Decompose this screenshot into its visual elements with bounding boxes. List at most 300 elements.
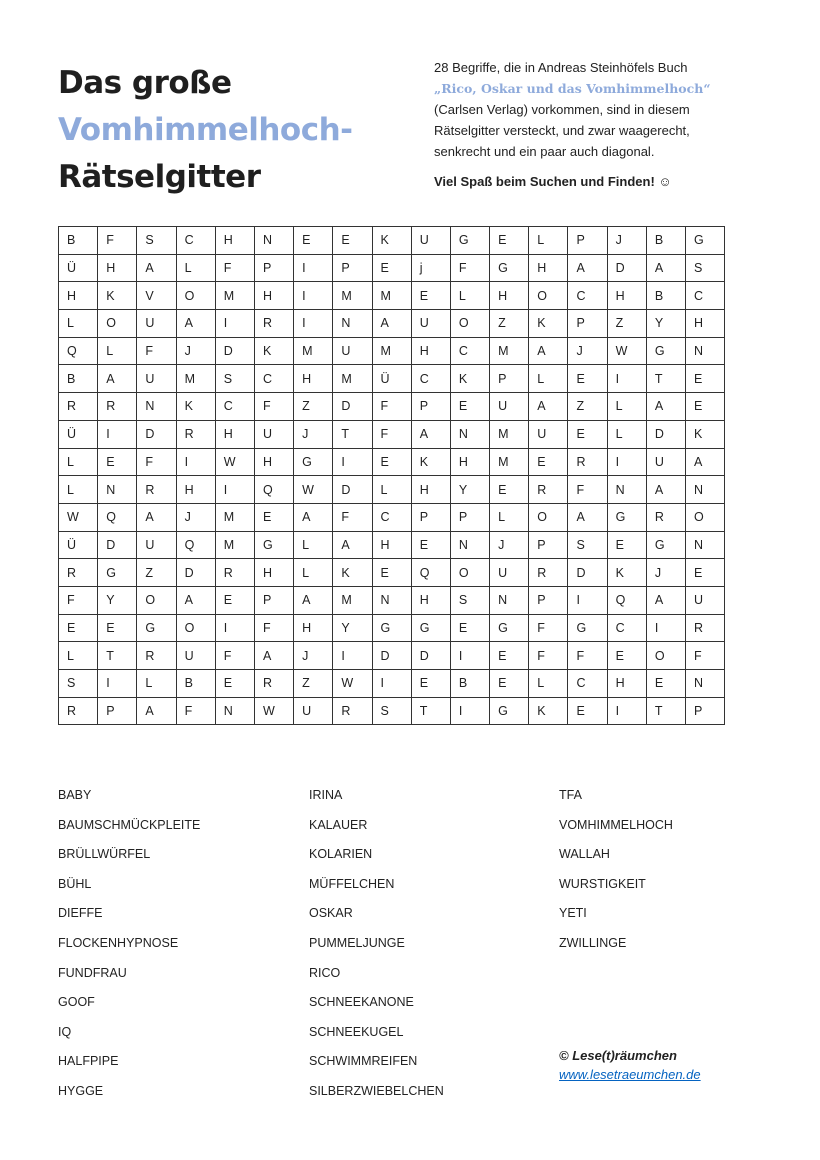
intro-line: 28 Begriffe, die in Andreas Steinhöfels Buch bbox=[434, 60, 688, 75]
word-list-item: OSKAR bbox=[309, 906, 353, 921]
grid-cell: I bbox=[607, 365, 646, 393]
grid-cell: G bbox=[607, 503, 646, 531]
book-title: „Rico, Oskar und das Vomhimmelhoch“ bbox=[434, 81, 711, 96]
word-list-item: GOOF bbox=[58, 995, 95, 1010]
grid-cell: F bbox=[59, 586, 98, 614]
grid-cell: E bbox=[411, 670, 450, 698]
grid-cell: V bbox=[137, 282, 176, 310]
grid-cell: H bbox=[411, 586, 450, 614]
grid-cell: C bbox=[215, 393, 254, 421]
grid-cell: Ü bbox=[59, 254, 98, 282]
grid-cell: H bbox=[98, 254, 137, 282]
grid-cell: E bbox=[607, 642, 646, 670]
grid-cell: P bbox=[254, 254, 293, 282]
letter-grid bbox=[58, 226, 725, 725]
grid-cell: Q bbox=[254, 476, 293, 504]
grid-cell: F bbox=[450, 254, 489, 282]
grid-cell: E bbox=[450, 614, 489, 642]
grid-cell: R bbox=[333, 697, 372, 725]
word-list-item: YETI bbox=[559, 906, 587, 921]
grid-cell: F bbox=[333, 503, 372, 531]
grid-cell: H bbox=[215, 227, 254, 255]
grid-row bbox=[59, 670, 725, 698]
grid-cell: L bbox=[607, 420, 646, 448]
grid-cell: L bbox=[529, 670, 568, 698]
grid-cell: Z bbox=[294, 670, 333, 698]
grid-cell: I bbox=[294, 254, 333, 282]
grid-cell: M bbox=[372, 282, 411, 310]
grid-cell: M bbox=[333, 365, 372, 393]
grid-cell: F bbox=[176, 697, 215, 725]
grid-cell: G bbox=[490, 697, 529, 725]
grid-cell: E bbox=[450, 393, 489, 421]
grid-cell: R bbox=[59, 559, 98, 587]
grid-cell: I bbox=[333, 448, 372, 476]
word-list-item: WURSTIGKEIT bbox=[559, 876, 646, 891]
grid-cell: H bbox=[372, 531, 411, 559]
grid-cell: S bbox=[450, 586, 489, 614]
grid-cell: B bbox=[59, 365, 98, 393]
grid-cell: H bbox=[411, 476, 450, 504]
grid-row bbox=[59, 282, 725, 310]
word-list-item: RICO bbox=[309, 965, 341, 980]
grid-cell: E bbox=[98, 448, 137, 476]
grid-cell: D bbox=[176, 559, 215, 587]
grid-cell: H bbox=[411, 337, 450, 365]
grid-cell: F bbox=[137, 337, 176, 365]
grid-cell: E bbox=[294, 227, 333, 255]
grid-cell: J bbox=[490, 531, 529, 559]
grid-cell: T bbox=[646, 697, 685, 725]
grid-cell: F bbox=[254, 393, 293, 421]
grid-cell: L bbox=[450, 282, 489, 310]
grid-cell: A bbox=[646, 254, 685, 282]
word-list-item: SILBERZWIEBELCHEN bbox=[309, 1083, 444, 1098]
grid-row bbox=[59, 337, 725, 365]
grid-cell: H bbox=[215, 420, 254, 448]
grid-cell: P bbox=[254, 586, 293, 614]
grid-row bbox=[59, 642, 725, 670]
grid-cell: A bbox=[646, 476, 685, 504]
grid-cell: L bbox=[98, 337, 137, 365]
grid-cell: A bbox=[176, 310, 215, 338]
grid-cell: D bbox=[137, 420, 176, 448]
grid-cell: U bbox=[294, 697, 333, 725]
grid-cell: U bbox=[490, 559, 529, 587]
word-list-item: HALFPIPE bbox=[58, 1054, 119, 1069]
grid-cell: I bbox=[215, 310, 254, 338]
grid-cell: U bbox=[411, 227, 450, 255]
grid-cell: C bbox=[411, 365, 450, 393]
grid-cell: E bbox=[529, 448, 568, 476]
word-list-item: BABY bbox=[58, 788, 92, 802]
grid-cell: A bbox=[411, 420, 450, 448]
grid-cell: E bbox=[254, 503, 293, 531]
grid-cell: L bbox=[59, 642, 98, 670]
grid-cell: A bbox=[372, 310, 411, 338]
grid-cell: Q bbox=[607, 586, 646, 614]
intro-text bbox=[434, 57, 734, 192]
grid-cell: C bbox=[568, 282, 607, 310]
grid-cell: F bbox=[254, 614, 293, 642]
grid-cell: Z bbox=[137, 559, 176, 587]
grid-cell: K bbox=[254, 337, 293, 365]
grid-cell: A bbox=[686, 448, 725, 476]
grid-cell: G bbox=[686, 227, 725, 255]
grid-row bbox=[59, 448, 725, 476]
grid-cell: R bbox=[137, 476, 176, 504]
grid-cell: O bbox=[529, 282, 568, 310]
word-list-item: FLOCKENHYPNOSE bbox=[58, 935, 179, 950]
grid-cell: G bbox=[568, 614, 607, 642]
grid-cell: E bbox=[686, 559, 725, 587]
grid-cell: E bbox=[686, 365, 725, 393]
grid-cell: I bbox=[372, 670, 411, 698]
grid-cell: H bbox=[254, 448, 293, 476]
grid-cell: G bbox=[490, 614, 529, 642]
grid-cell: Z bbox=[607, 310, 646, 338]
grid-cell: B bbox=[176, 670, 215, 698]
grid-cell: W bbox=[59, 503, 98, 531]
grid-cell: L bbox=[176, 254, 215, 282]
grid-cell: R bbox=[646, 503, 685, 531]
grid-cell: N bbox=[607, 476, 646, 504]
grid-cell: R bbox=[59, 697, 98, 725]
grid-cell: T bbox=[98, 642, 137, 670]
grid-cell: G bbox=[98, 559, 137, 587]
grid-cell: G bbox=[646, 337, 685, 365]
grid-cell: N bbox=[137, 393, 176, 421]
grid-row bbox=[59, 559, 725, 587]
grid-cell: U bbox=[176, 642, 215, 670]
grid-cell: A bbox=[254, 642, 293, 670]
word-list-column-2 bbox=[309, 781, 444, 1107]
word-list-item: BÜHL bbox=[58, 876, 92, 891]
grid-cell: A bbox=[529, 337, 568, 365]
grid-cell: R bbox=[254, 310, 293, 338]
grid-cell: E bbox=[568, 365, 607, 393]
grid-cell: D bbox=[333, 393, 372, 421]
grid-cell: E bbox=[490, 642, 529, 670]
grid-cell: I bbox=[333, 642, 372, 670]
word-list-item: BAUMSCHMÜCKPLEITE bbox=[58, 817, 201, 832]
grid-cell: M bbox=[372, 337, 411, 365]
word-list-item: FUNDFRAU bbox=[58, 965, 127, 980]
grid-cell: Z bbox=[294, 393, 333, 421]
grid-cell: H bbox=[176, 476, 215, 504]
grid-cell: M bbox=[490, 448, 529, 476]
grid-cell: J bbox=[176, 503, 215, 531]
grid-cell: U bbox=[137, 531, 176, 559]
grid-cell: R bbox=[176, 420, 215, 448]
grid-cell: L bbox=[59, 310, 98, 338]
grid-cell: U bbox=[137, 310, 176, 338]
grid-cell: Y bbox=[646, 310, 685, 338]
grid-cell: M bbox=[490, 337, 529, 365]
grid-cell: F bbox=[98, 227, 137, 255]
grid-cell: I bbox=[450, 697, 489, 725]
grid-cell: N bbox=[450, 531, 489, 559]
word-list-column-3 bbox=[559, 781, 673, 959]
grid-cell: U bbox=[646, 448, 685, 476]
grid-cell: B bbox=[450, 670, 489, 698]
grid-cell: Ü bbox=[372, 365, 411, 393]
grid-cell: H bbox=[490, 282, 529, 310]
grid-cell: A bbox=[646, 393, 685, 421]
grid-cell: E bbox=[98, 614, 137, 642]
grid-cell: O bbox=[137, 586, 176, 614]
grid-row bbox=[59, 586, 725, 614]
grid-cell: I bbox=[607, 697, 646, 725]
grid-cell: B bbox=[59, 227, 98, 255]
grid-cell: L bbox=[294, 531, 333, 559]
grid-cell: U bbox=[137, 365, 176, 393]
grid-cell: E bbox=[333, 227, 372, 255]
grid-cell: L bbox=[529, 227, 568, 255]
grid-cell: H bbox=[450, 448, 489, 476]
grid-cell: K bbox=[529, 697, 568, 725]
grid-cell: U bbox=[529, 420, 568, 448]
grid-cell: A bbox=[333, 531, 372, 559]
grid-cell: S bbox=[137, 227, 176, 255]
grid-cell: G bbox=[372, 614, 411, 642]
word-list-column-1 bbox=[58, 781, 200, 1107]
grid-cell: N bbox=[686, 337, 725, 365]
grid-cell: Ü bbox=[59, 420, 98, 448]
grid-cell: M bbox=[215, 282, 254, 310]
grid-cell: R bbox=[215, 559, 254, 587]
grid-cell: N bbox=[98, 476, 137, 504]
grid-cell: U bbox=[490, 393, 529, 421]
grid-cell: N bbox=[333, 310, 372, 338]
grid-cell: C bbox=[372, 503, 411, 531]
grid-cell: Y bbox=[333, 614, 372, 642]
grid-cell: I bbox=[215, 614, 254, 642]
grid-cell: G bbox=[411, 614, 450, 642]
grid-cell: L bbox=[294, 559, 333, 587]
title-line-2: Vomhimmelhoch- bbox=[58, 112, 353, 148]
grid-cell: E bbox=[568, 420, 607, 448]
grid-cell: U bbox=[333, 337, 372, 365]
grid-cell: C bbox=[254, 365, 293, 393]
grid-cell: H bbox=[59, 282, 98, 310]
grid-cell: R bbox=[137, 642, 176, 670]
grid-cell: O bbox=[686, 503, 725, 531]
grid-cell: F bbox=[372, 420, 411, 448]
grid-cell: E bbox=[372, 559, 411, 587]
grid-cell: J bbox=[646, 559, 685, 587]
intro-line: senkrecht und ein paar auch diagonal. bbox=[434, 144, 655, 159]
grid-cell: D bbox=[98, 531, 137, 559]
grid-cell: E bbox=[646, 670, 685, 698]
grid-cell: F bbox=[529, 614, 568, 642]
grid-cell: S bbox=[215, 365, 254, 393]
grid-cell: W bbox=[294, 476, 333, 504]
grid-cell: D bbox=[411, 642, 450, 670]
grid-cell: N bbox=[490, 586, 529, 614]
grid-cell: N bbox=[254, 227, 293, 255]
word-list-item: IQ bbox=[58, 1024, 72, 1039]
grid-cell: E bbox=[59, 614, 98, 642]
grid-cell: G bbox=[490, 254, 529, 282]
grid-cell: R bbox=[59, 393, 98, 421]
grid-cell: J bbox=[568, 337, 607, 365]
grid-cell: E bbox=[607, 531, 646, 559]
word-list-item: WALLAH bbox=[559, 847, 610, 862]
grid-cell: U bbox=[686, 586, 725, 614]
grid-cell: P bbox=[411, 393, 450, 421]
grid-cell: N bbox=[686, 531, 725, 559]
grid-cell: D bbox=[372, 642, 411, 670]
grid-cell: E bbox=[411, 531, 450, 559]
grid-cell: Y bbox=[98, 586, 137, 614]
grid-row bbox=[59, 476, 725, 504]
grid-cell: Z bbox=[568, 393, 607, 421]
grid-cell: E bbox=[568, 697, 607, 725]
word-list-item: SCHWIMMREIFEN bbox=[309, 1054, 418, 1069]
grid-cell: S bbox=[59, 670, 98, 698]
grid-cell: H bbox=[254, 559, 293, 587]
grid-cell: F bbox=[372, 393, 411, 421]
grid-cell: D bbox=[646, 420, 685, 448]
grid-cell: C bbox=[568, 670, 607, 698]
grid-cell: M bbox=[176, 365, 215, 393]
grid-cell: R bbox=[568, 448, 607, 476]
grid-cell: P bbox=[450, 503, 489, 531]
grid-cell: D bbox=[215, 337, 254, 365]
grid-cell: M bbox=[490, 420, 529, 448]
word-list-item: TFA bbox=[559, 788, 582, 802]
word-list-item: KOLARIEN bbox=[309, 847, 373, 862]
grid-cell: P bbox=[411, 503, 450, 531]
grid-cell: Q bbox=[176, 531, 215, 559]
grid-cell: M bbox=[215, 503, 254, 531]
grid-cell: Q bbox=[59, 337, 98, 365]
grid-cell: Z bbox=[490, 310, 529, 338]
grid-cell: E bbox=[372, 448, 411, 476]
grid-cell: Ü bbox=[59, 531, 98, 559]
intro-line: Rätselgitter versteckt, und zwar waagerecht, bbox=[434, 123, 690, 138]
grid-cell: M bbox=[333, 586, 372, 614]
grid-cell: P bbox=[529, 586, 568, 614]
grid-cell: F bbox=[137, 448, 176, 476]
intro-line: (Carlsen Verlag) vorkommen, sind in diesem bbox=[434, 102, 690, 117]
grid-cell: F bbox=[568, 642, 607, 670]
grid-cell: D bbox=[607, 254, 646, 282]
grid-cell: I bbox=[98, 670, 137, 698]
word-list-item: MÜFFELCHEN bbox=[309, 876, 395, 891]
word-list-item: KALAUER bbox=[309, 817, 368, 832]
grid-cell: A bbox=[646, 586, 685, 614]
word-list-item: IRINA bbox=[309, 788, 343, 802]
grid-cell: E bbox=[215, 670, 254, 698]
grid-cell: I bbox=[294, 282, 333, 310]
grid-cell: O bbox=[450, 559, 489, 587]
grid-cell: W bbox=[607, 337, 646, 365]
grid-cell: M bbox=[333, 282, 372, 310]
grid-cell: L bbox=[490, 503, 529, 531]
grid-cell: E bbox=[490, 670, 529, 698]
grid-cell: S bbox=[686, 254, 725, 282]
grid-cell: B bbox=[646, 227, 685, 255]
credit-link[interactable]: www.lesetraeumchen.de bbox=[559, 1067, 701, 1082]
grid-cell: A bbox=[568, 254, 607, 282]
grid-cell: G bbox=[294, 448, 333, 476]
grid-row bbox=[59, 503, 725, 531]
grid-cell: C bbox=[686, 282, 725, 310]
grid-cell: A bbox=[137, 697, 176, 725]
grid-cell: O bbox=[450, 310, 489, 338]
grid-cell: W bbox=[254, 697, 293, 725]
word-list-item: PUMMELJUNGE bbox=[309, 935, 405, 950]
grid-row bbox=[59, 365, 725, 393]
grid-cell: I bbox=[176, 448, 215, 476]
grid-cell: J bbox=[294, 642, 333, 670]
grid-cell: E bbox=[686, 393, 725, 421]
grid-cell: G bbox=[137, 614, 176, 642]
grid-cell: I bbox=[215, 476, 254, 504]
grid-cell: K bbox=[98, 282, 137, 310]
grid-cell: H bbox=[529, 254, 568, 282]
grid-cell: S bbox=[372, 697, 411, 725]
grid-cell: N bbox=[686, 476, 725, 504]
grid-cell: F bbox=[686, 642, 725, 670]
grid-cell: E bbox=[372, 254, 411, 282]
grid-cell: L bbox=[372, 476, 411, 504]
word-list-item: BRÜLLWÜRFEL bbox=[58, 847, 151, 862]
grid-cell: N bbox=[215, 697, 254, 725]
grid-cell: J bbox=[176, 337, 215, 365]
grid-cell: L bbox=[607, 393, 646, 421]
grid-cell: R bbox=[98, 393, 137, 421]
grid-cell: G bbox=[254, 531, 293, 559]
grid-cell: R bbox=[254, 670, 293, 698]
grid-cell: F bbox=[215, 254, 254, 282]
grid-cell: F bbox=[529, 642, 568, 670]
grid-cell: Q bbox=[98, 503, 137, 531]
grid-cell: F bbox=[215, 642, 254, 670]
grid-cell: E bbox=[215, 586, 254, 614]
grid-cell: W bbox=[333, 670, 372, 698]
grid-cell: E bbox=[490, 227, 529, 255]
grid-cell: I bbox=[98, 420, 137, 448]
grid-cell: Y bbox=[450, 476, 489, 504]
grid-cell: N bbox=[686, 670, 725, 698]
grid-cell: C bbox=[607, 614, 646, 642]
grid-row bbox=[59, 310, 725, 338]
grid-cell: C bbox=[450, 337, 489, 365]
grid-cell: K bbox=[607, 559, 646, 587]
grid-cell: N bbox=[450, 420, 489, 448]
grid-cell: O bbox=[646, 642, 685, 670]
word-list-item: ZWILLINGE bbox=[559, 935, 627, 950]
grid-cell: P bbox=[686, 697, 725, 725]
grid-cell: G bbox=[646, 531, 685, 559]
grid-cell: H bbox=[607, 670, 646, 698]
grid-cell: I bbox=[568, 586, 607, 614]
grid-cell: A bbox=[137, 503, 176, 531]
grid-cell: O bbox=[98, 310, 137, 338]
grid-cell: K bbox=[411, 448, 450, 476]
grid-row bbox=[59, 420, 725, 448]
grid-cell: N bbox=[372, 586, 411, 614]
grid-cell: K bbox=[176, 393, 215, 421]
title-line-3: Rätselgitter bbox=[58, 159, 261, 195]
grid-cell: O bbox=[176, 614, 215, 642]
grid-cell: E bbox=[411, 282, 450, 310]
grid-row bbox=[59, 227, 725, 255]
grid-cell: K bbox=[529, 310, 568, 338]
